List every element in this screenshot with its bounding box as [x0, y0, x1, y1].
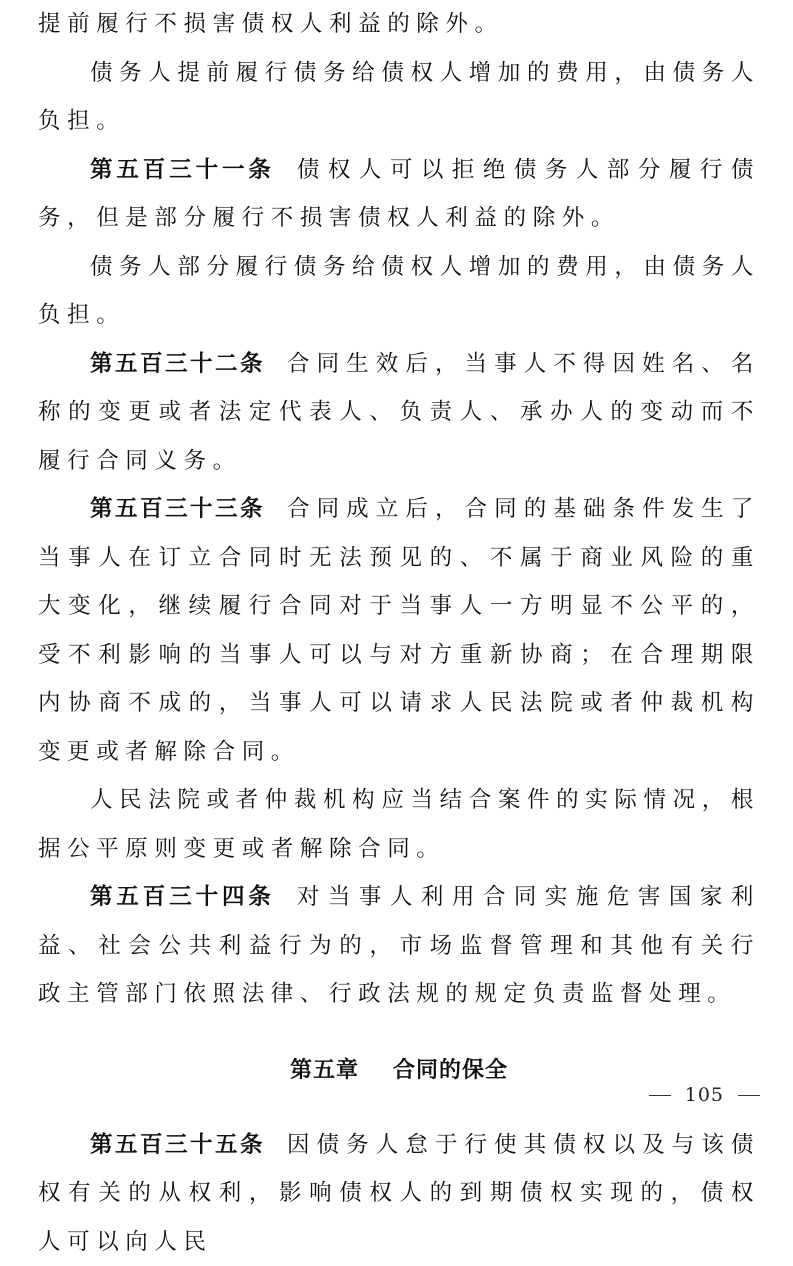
paragraph-text: 提前履行不损害债权人利益的除外。 [38, 11, 504, 37]
article-number: 第五百三十四条 [90, 884, 275, 910]
paragraph-text: 合同成立后，合同的基础条件发生了当事人在订立合同时无法预见的、不属于商业风险的重大变化，继续履行合同对于当事人一方明显不公平的，受不利影响的当事人可以与对方重新协商；在合理期限内协商不成的，当事人可以请求人民法院或者仲裁机构变更或者解除合同。 [38, 496, 760, 765]
article-number: 第五百三十二条 [90, 351, 265, 377]
page-footer [649, 1081, 760, 1109]
article-paragraph [38, 340, 760, 486]
footer-dash-right [738, 1095, 760, 1096]
article-paragraph [38, 873, 760, 1019]
paragraph-text: 债务人部分履行债务给债权人增加的费用，由债务人负担。 [38, 254, 760, 329]
paragraph-text: 债务人提前履行债务给债权人增加的费用，由债务人负担。 [38, 60, 760, 135]
body-paragraph [38, 776, 760, 873]
paragraph-text: 因债务人怠于行使其债权以及与该债权有关的从权利，影响债权人的到期债权实现的，债权人可以向人民 [38, 1132, 760, 1255]
body-paragraph [38, 0, 760, 49]
body-text-before-chapter [38, 0, 760, 1019]
article-paragraph [38, 1121, 760, 1266]
footer-dash-left [649, 1095, 671, 1096]
paragraph-text: 人民法院或者仲裁机构应当结合案件的实际情况，根据公平原则变更或者解除合同。 [38, 787, 760, 862]
chapter-title: 合同的保全 [393, 1058, 508, 1083]
article-number: 第五百三十三条 [90, 496, 265, 522]
body-paragraph [38, 49, 760, 146]
chapter-number: 第五章 [290, 1058, 359, 1083]
paragraph-text: 债权人可以拒绝债务人部分履行债务，但是部分履行不损害债权人利益的除外。 [38, 157, 760, 232]
article-paragraph [38, 146, 760, 243]
page-number: 105 [685, 1081, 724, 1109]
body-text-after-chapter [38, 1121, 760, 1266]
paragraph-text: 对当事人利用合同实施危害国家利益、社会公共利益行为的，市场监督管理和其他有关行政主管部门依照法律、行政法规的规定负责监督处理。 [38, 884, 760, 1007]
article-paragraph [38, 485, 760, 776]
paragraph-text: 合同生效后，当事人不得因姓名、名称的变更或者法定代表人、负责人、承办人的变动而不履行合同义务。 [38, 351, 760, 474]
document-page [38, 0, 760, 1122]
article-number: 第五百三十五条 [90, 1132, 265, 1158]
article-number: 第五百三十一条 [90, 157, 275, 183]
body-paragraph [38, 243, 760, 340]
